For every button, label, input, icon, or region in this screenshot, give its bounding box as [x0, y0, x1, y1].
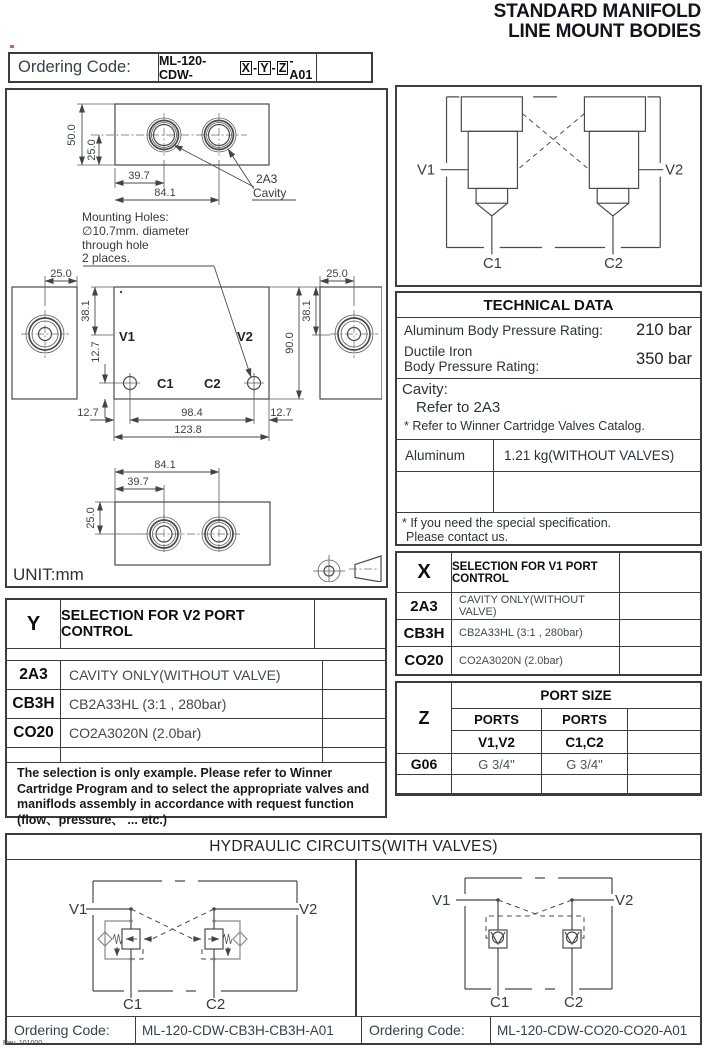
port-c1-label: C1 [157, 376, 174, 391]
title-line2: LINE MOUNT BODIES [508, 21, 701, 42]
y-empty [323, 748, 385, 762]
circuits-area [7, 860, 700, 1016]
dim-84-1-bottom: 84.1 [154, 459, 176, 471]
ordering-prefix: ML-120-CDW- [159, 53, 207, 82]
note-line1: Mounting Holes: [82, 210, 169, 224]
z-sub-empty [628, 709, 700, 731]
dim-12-7-vertical: 12.7 [90, 341, 102, 363]
y-selection-table [5, 598, 387, 827]
x-row-desc: CO2A3020N (2.0bar) [452, 647, 620, 674]
y-gap [7, 649, 385, 661]
pc-c1-label: C1 [490, 994, 510, 1011]
port-v2-label: V2 [237, 329, 253, 344]
schematic-c2-label: C2 [604, 256, 623, 273]
x-row-code: CB3H [397, 620, 452, 647]
x-row-desc: CAVITY ONLY(WITHOUT VALVE) [452, 593, 620, 620]
port-c2-label: C2 [204, 376, 221, 391]
x-selection-table [395, 551, 702, 676]
dimension-drawings-panel [5, 88, 388, 588]
x-table-key: X [397, 553, 452, 593]
ordering-code-value: ML-120-CDW- X - Y - Z -A01 [159, 54, 317, 81]
title-line1: STANDARD MANIFOLD [493, 1, 701, 22]
aluminum-pressure-value: 210 bar [636, 321, 692, 339]
y-row-desc: CB2A33HL (3:1 , 280bar) [61, 690, 323, 718]
z-empty [628, 775, 700, 794]
circuit-pilot-check [432, 878, 633, 1011]
hydraulic-circuits-panel [5, 833, 702, 1045]
dim-84-1-top: 84.1 [154, 187, 176, 199]
x-row-code: 2A3 [397, 593, 452, 620]
dim-12-7-bottom-right: 12.7 [270, 407, 292, 419]
scan-artifact [10, 45, 14, 48]
special-spec-note-line1: * If you need the special specification. [402, 516, 612, 530]
x-table-header-empty [620, 553, 700, 593]
pc-v1-label: V1 [432, 892, 451, 909]
y-row-empty [323, 690, 385, 718]
z-empty [542, 775, 628, 794]
z-port-size-table [395, 681, 702, 796]
x-table-header: SELECTION FOR V1 PORT CONTROL [452, 553, 620, 593]
front-view [12, 268, 382, 441]
pc-c2-label: C2 [564, 994, 584, 1011]
z-empty [452, 775, 542, 794]
note-line2: ∅10.7mm. diameter [82, 224, 190, 238]
weight-value: 1.21 kg(WITHOUT VALVES) [504, 448, 675, 463]
dim-38-1-left: 38.1 [80, 300, 92, 322]
valve-section-drawing [397, 87, 696, 281]
y-row-code: CO20 [7, 719, 61, 747]
technical-data-panel [395, 291, 702, 546]
ductile-pressure-label [404, 344, 539, 374]
cavity-value: Refer to 2A3 [416, 399, 501, 416]
left-ordering-label: Ordering Code: [7, 1017, 136, 1043]
pc-v2-label: V2 [615, 892, 634, 909]
dim-25-top: 25.0 [86, 139, 98, 161]
cavity-label: Cavity: [402, 381, 448, 398]
z-row-val1: G 3/4" [452, 754, 542, 775]
cavity-callout-line2: Cavity [253, 186, 287, 200]
revision-code: Rev. 101000 [3, 1040, 43, 1047]
note-line3: through hole [82, 238, 149, 252]
cb-v2-label: V2 [299, 901, 318, 918]
unit-label: UNIT:mm [13, 565, 84, 582]
y-row-code: CB3H [7, 690, 61, 718]
x-row-empty [620, 593, 700, 620]
y-empty-key [7, 748, 61, 762]
x-row-empty [620, 620, 700, 647]
hydraulic-circuits-title: HYDRAULIC CIRCUITS(WITH VALVES) [7, 835, 700, 860]
page-title [494, 2, 701, 42]
hydraulic-circuit-drawings [7, 860, 700, 1016]
manifold-boundary [447, 97, 661, 248]
cartridge-valve-right [584, 97, 645, 255]
circuit-counterbalance [69, 881, 317, 1013]
dim-39-7-top: 39.7 [128, 170, 150, 182]
right-ordering-label: Ordering Code: [362, 1017, 491, 1043]
dim-25-bottom: 25.0 [85, 507, 97, 529]
cartridge-valve-left [461, 97, 522, 255]
dim-50: 50.0 [66, 124, 78, 146]
bottom-view [85, 459, 270, 565]
ductile-pressure-value: 350 bar [636, 349, 692, 368]
dim-25-right-side: 25.0 [326, 268, 348, 280]
left-ordering-code: ML-120-CDW-CB3H-CB3H-A01 [136, 1017, 362, 1043]
y-empty-desc [61, 748, 323, 762]
ordering-z: Z [278, 60, 287, 75]
top-view [66, 104, 296, 205]
z-row-key: G06 [397, 754, 452, 775]
y-row-empty [323, 719, 385, 747]
z-table-key: Z [397, 683, 452, 754]
dim-98-4: 98.4 [181, 407, 203, 419]
mounting-holes [120, 373, 264, 393]
mounting-note [82, 210, 251, 377]
y-table-key: Y [7, 600, 61, 648]
pilot-cross-lines [517, 114, 589, 170]
z-ports-c: C1,C2 [542, 731, 628, 754]
aluminum-pressure-label: Aluminum Body Pressure Rating: [404, 323, 603, 338]
cb-c2-label: C2 [206, 996, 226, 1013]
y-header-empty [315, 600, 385, 648]
ordering-code-box [8, 52, 373, 83]
z-ports-v: V1,V2 [452, 731, 542, 754]
weight-empty-cell1 [397, 472, 494, 512]
ordering-suffix: -A01 [289, 53, 313, 82]
cavity-callout-line1: 2A3 [256, 172, 278, 186]
y-row-desc: CO2A3020N (2.0bar) [61, 719, 323, 747]
y-row-desc: CAVITY ONLY(WITHOUT VALVE) [61, 661, 323, 689]
schematic-c1-label: C1 [482, 256, 502, 273]
dim-12-7-bottom-left: 12.7 [77, 407, 99, 419]
ordering-y: Y [260, 60, 269, 75]
z-table-header: PORT SIZE [452, 683, 700, 709]
z-ports-sub2: PORTS [542, 709, 628, 731]
z-row-empty [628, 754, 700, 775]
right-ordering-code: ML-120-CDW-CO20-CO20-A01 [497, 1022, 688, 1038]
y-row-code: 2A3 [7, 661, 61, 689]
ordering-code-label: Ordering Code: [10, 54, 159, 81]
y-table-header: SELECTION FOR V2 PORT CONTROL [61, 600, 315, 648]
circuit-divider [355, 860, 357, 1016]
y-row-empty [323, 661, 385, 689]
ductile-label-line2: Body Pressure Rating: [404, 359, 540, 374]
ductile-label-line1: Ductile Iron [404, 344, 473, 359]
circuit-ordering-row [7, 1016, 700, 1043]
weight-table [397, 439, 700, 513]
technical-data-title: TECHNICAL DATA [397, 293, 700, 318]
special-spec-note-line2: Please contact us. [406, 530, 509, 544]
weight-empty-cell2 [494, 472, 700, 512]
weight-material: Aluminum [397, 440, 494, 471]
dimension-drawing [7, 90, 382, 582]
dim-123-8: 123.8 [174, 424, 202, 436]
cb-c1-label: C1 [123, 996, 143, 1013]
dim-39-7-bottom: 39.7 [127, 476, 149, 488]
x-row-desc: CB2A33HL (3:1 , 280bar) [452, 620, 620, 647]
projection-symbol-icon [313, 555, 381, 582]
z-empty [397, 775, 452, 794]
dim-25-left-side: 25.0 [50, 268, 72, 280]
ordering-empty-cell [317, 54, 371, 81]
note-line4: 2 places. [82, 251, 131, 265]
valve-section-panel [395, 85, 702, 287]
ordering-x: X [241, 60, 251, 75]
z-ports-empty [628, 731, 700, 754]
z-row-val2: G 3/4" [542, 754, 628, 775]
z-ports-sub1: PORTS [452, 709, 542, 731]
schematic-v2-label: V2 [665, 162, 684, 179]
cb-v1-label: V1 [69, 901, 88, 918]
selection-note: The selection is only example. Please refer to Winner Cartridge Program and to select the appropriate valves and maniflods assembly in accordance with request function (flow、pressure、 ... etc.) [17, 766, 370, 827]
x-row-code: CO20 [397, 647, 452, 674]
port-v1-label: V1 [119, 329, 135, 344]
schematic-v1-label: V1 [417, 162, 436, 179]
dim-38-1-right: 38.1 [301, 300, 313, 322]
dim-90: 90.0 [284, 332, 296, 354]
cavity-note: * Refer to Winner Cartridge Valves Catalog. [404, 419, 645, 433]
x-row-empty [620, 647, 700, 674]
